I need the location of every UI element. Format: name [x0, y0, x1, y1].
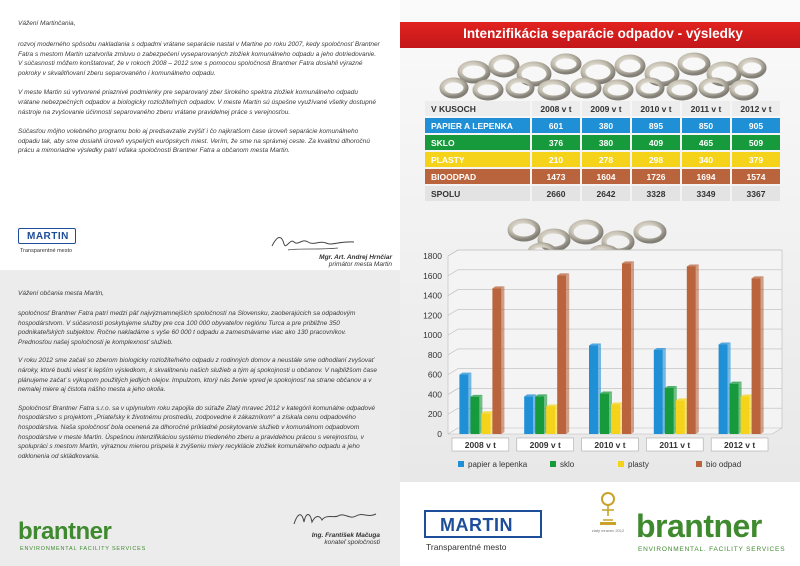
table-row-label: PLASTY: [425, 152, 530, 167]
results-bar-chart: [400, 248, 800, 478]
chart-bar: [557, 275, 566, 434]
chart-bar: [676, 400, 685, 434]
table-cell: 895: [632, 118, 680, 133]
mayor-letter-section: [0, 0, 400, 270]
brantner-signature-icon: [290, 508, 380, 530]
chart-legend-swatch: [458, 461, 464, 467]
table-cell: 380: [582, 118, 630, 133]
table-row-total: [425, 186, 780, 201]
brantner-salutation: Vážení občania mesta Martin,: [18, 290, 104, 297]
brantner-signer-name: Ing. František Mačuga: [311, 532, 380, 539]
table-cell: 376: [532, 135, 580, 150]
table-cell: 850: [682, 118, 730, 133]
chart-legend-swatch: [696, 461, 702, 467]
table-cell: 1694: [682, 169, 730, 184]
chart-bar: [665, 388, 674, 434]
chart-y-tick-label: 1600: [423, 270, 442, 281]
chart-bar: [481, 413, 490, 434]
chart-x-tick-label: 2011 v t: [659, 440, 691, 450]
award-label: zlatý mravec 2012: [591, 528, 625, 533]
table-row: [425, 118, 780, 133]
chart-bar: [492, 288, 501, 434]
chart-bar-side: [631, 261, 634, 434]
table-cell: 601: [532, 118, 580, 133]
table-cell: 509: [732, 135, 780, 150]
table-row: [425, 169, 780, 184]
chart-legend-label: sklo: [560, 460, 575, 469]
table-cell: 379: [732, 152, 780, 167]
table-cell: 3328: [632, 186, 680, 201]
table-row-label: BIOODPAD: [425, 169, 530, 184]
table-cell: 1473: [532, 169, 580, 184]
chart-bar: [654, 350, 663, 434]
table-cell: 465: [682, 135, 730, 150]
mayor-signature-icon: [268, 232, 358, 254]
table-row-label: PAPIER A LEPENKA: [425, 118, 530, 133]
chart-legend-label: plasty: [628, 460, 649, 469]
table-cell: 340: [682, 152, 730, 167]
brantner-logo-subtitle: ENVIRONMENTAL FACILITY SERVICES: [20, 546, 147, 552]
mayor-salutation: Vážení Martinčania,: [18, 20, 76, 27]
chart-bar: [600, 394, 609, 434]
chart-x-tick-label: 2009 v t: [529, 440, 561, 450]
mayor-signature-block: [230, 254, 392, 268]
table-cell: 210: [532, 152, 580, 167]
table-header-cell: 2010 v t: [632, 101, 680, 116]
martin-logo-subtitle: Transparentné mesto: [426, 542, 507, 552]
table-cell: 3349: [682, 186, 730, 201]
chart-y-tick-label: 1200: [423, 310, 442, 321]
table-header-cell: 2012 v t: [732, 101, 780, 116]
martin-logo-box: [18, 228, 76, 244]
table-header-cell: 2008 v t: [532, 101, 580, 116]
chart-bar: [752, 278, 761, 434]
chart-bar-side: [566, 273, 569, 434]
zlaty-mravec-award-icon: [595, 490, 621, 528]
chart-y-tick-label: 400: [427, 389, 442, 400]
mayor-paragraph-1: rozvoj moderného spôsobu nakladania s odpadmi vrátane separácie nastal v Martine po roku 2007, kedy spoločnosť Brantner Fatra s mestom Martin uzatvorila zmluvu o zabezpečení vyseparovaných zložiek komunálneho odpadu a jeho dotriedovanie. V súčasnosti môžem konštatovať, že v rokoch 2008 – 2012 sme s pomocou spoločnosti Brantner Fatra dosiahli výrazné pokroky v skvalitňovaní zberu separovaného i komunálneho odpadu.: [18, 41, 380, 77]
chart-bar: [719, 345, 728, 434]
table-row-label: SPOLU: [425, 186, 530, 201]
chart-y-tick-label: 1800: [423, 251, 442, 261]
chart-bar: [470, 397, 479, 434]
right-page: [400, 0, 800, 566]
martin-logo-word: MARTIN: [440, 515, 513, 535]
brantner-letter-body: [18, 309, 380, 461]
table-cell: 380: [582, 135, 630, 150]
chart-y-tick-label: 200: [427, 409, 442, 420]
table-cell: 298: [632, 152, 680, 167]
brantner-paragraph-3: Spoločnosť Brantner Fatra s.r.o. sa v uplynulom roku zapojila do súťaže Zlatý mravec 2012 v kategórii komunálne odpadové hospodárstvo s projektom „Priateľsky k životnému prostrediu, zodpovedne k zákazníkom“ a získala cenu odpadového hospodárstva. Naša spoločnosť bola ocenená za dlhoročné príkladné poskytovanie služieb v komunálnom odpadovom hospodárstve v meste Martin. Úspešnou intenzifikáciou systému triedeného zberu a pravidelnou prácou s verejnosťou, v spolupráci s mestom Martin, výraznou mierou prispela k zvýšeniu miery recyklácie zložiek komunálneho odpadu a jeho odklonenia od skládkovania.: [18, 404, 375, 460]
chart-bar: [524, 396, 533, 434]
mayor-paragraph-3: Súčasťou môjho volebného programu bolo aj predsavzatie zvýšiť i čo najkratšom čase úroveň separácie komunálneho odpadu tak, aby sme dosiahli úroveň vyspelých európskych miest. Verím, že sme na správnej ceste. Za kvalitnú dlhoročnú prácu a mimoriadne výsledky patrí vďaka spoločnosti Brantner Fatra a občanom mesta Martin.: [18, 128, 371, 155]
table-cell: 2642: [582, 186, 630, 201]
mayor-title: primátor mesta Martin: [328, 261, 392, 268]
table-cell: 905: [732, 118, 780, 133]
brantner-letter-section: [0, 270, 400, 566]
table-row: [425, 152, 780, 167]
brantner-signer-title: konateľ spoločnosti: [324, 539, 380, 546]
table-cell: 3367: [732, 186, 780, 201]
chart-y-tick-label: 1400: [423, 290, 442, 301]
chart-bar: [730, 384, 739, 434]
table-cell: 278: [582, 152, 630, 167]
chart-bar: [459, 375, 468, 434]
chart-legend-swatch: [550, 461, 556, 467]
chart-x-tick-label: 2008 v t: [464, 440, 497, 450]
martin-logo-word: MARTIN: [27, 231, 69, 242]
chart-x-tick-label: 2010 v t: [594, 440, 626, 450]
results-title: Intenzifikácia separácie odpadov - výsledky: [463, 26, 743, 41]
table-header-cell: V KUSOCH: [425, 101, 530, 116]
chart-x-tick-label: 2012 v t: [723, 440, 756, 450]
chart-legend-label: papier a lepenka: [468, 460, 528, 469]
mayor-letter-body: [18, 40, 380, 156]
chart-bar-side: [761, 276, 764, 434]
brantner-logo-word: brantner: [636, 508, 762, 544]
chart-bar-side: [696, 264, 699, 434]
chart-bar: [535, 396, 544, 434]
chart-legend-label: bio odpad: [706, 460, 742, 469]
martin-logo-box: [424, 510, 542, 538]
mayor-paragraph-2: V meste Martin sú vytvorené priaznivé podmienky pre separovaný zber širokého spektra zložiek komunálneho odpadu vrátane nebezpečných odpadov a biologicky rozložiteľných odpadov. V meste Martin sú úspešne využívané všetky dostupné nástroje na zvyšovanie účinnosti separovaného zberu vrátane pravidelnej práce s verejnosťou.: [18, 89, 376, 116]
table-row: [425, 135, 780, 150]
chart-bar: [622, 263, 631, 434]
table-cell: 1604: [582, 169, 630, 184]
results-table: [423, 99, 782, 203]
chart-bar: [546, 407, 555, 434]
brantner-paragraph-2: V roku 2012 sme začali so zberom biologicky rozložiteľného odpadu z rodinných domov a neustále sme odhodlaní zvyšovať nároky, ktoré budú viesť k lepším výsledkom, k skvalitneniu našich služieb a tým aj spokojnosti u občanov. V najbližšom čase plánujeme začať s výkupom použitých jedlých olejov. Impulzom, ktorý nás ženie vpred je spokojnosť na strane občanov a v nemalej miere aj čistota nášho mesta a jeho okolia.: [18, 357, 378, 394]
martin-logo-subtitle: Transparentné mesto: [20, 248, 73, 254]
chart-y-tick-label: 600: [427, 369, 442, 380]
table-cell: 2660: [532, 186, 580, 201]
table-cell: 409: [632, 135, 680, 150]
brantner-paragraph-1: spoločnosť Brantner Fatra patrí medzi päť najvýznamnejších spoločností na Slovensku, zaoberajúcich sa odpadovým hospodárstvom. V súčasnosti poskytujeme služby pre cca 100 000 obyvateľov regiónu Turca a pre približne 350 podnikateľských subjektov. Ročne nakladáme s vyše 60 000 t odpadu a zamestnávame viac ako 130 pracovníkov. Prednosťou našej spoločnosti je komplexnosť služieb.: [18, 310, 356, 346]
chart-y-tick-label: 800: [427, 349, 442, 360]
brantner-logo-word: brantner: [18, 518, 112, 545]
brantner-signature-block: [230, 532, 380, 546]
chart-y-tick-label: 0: [437, 429, 442, 439]
chart-legend-swatch: [618, 461, 624, 467]
chart-bar: [741, 397, 750, 434]
table-header-cell: 2011 v t: [682, 101, 730, 116]
chart-bar: [611, 405, 620, 434]
chart-bar: [687, 266, 696, 434]
chart-bar-side: [501, 286, 504, 434]
results-title-bar: [400, 22, 800, 48]
mayor-name: Mgr. Art. Andrej Hrnčiar: [319, 254, 392, 261]
table-header-row: [425, 101, 780, 116]
brantner-logo-subtitle: ENVIRONMENTAL. FACILITY SERVICES: [638, 546, 786, 553]
chart-y-tick-label: 1000: [423, 330, 442, 341]
table-cell: 1726: [632, 169, 680, 184]
table-row-label: SKLO: [425, 135, 530, 150]
table-header-cell: 2009 v t: [582, 101, 630, 116]
chart-bar: [589, 345, 598, 434]
table-cell: 1574: [732, 169, 780, 184]
